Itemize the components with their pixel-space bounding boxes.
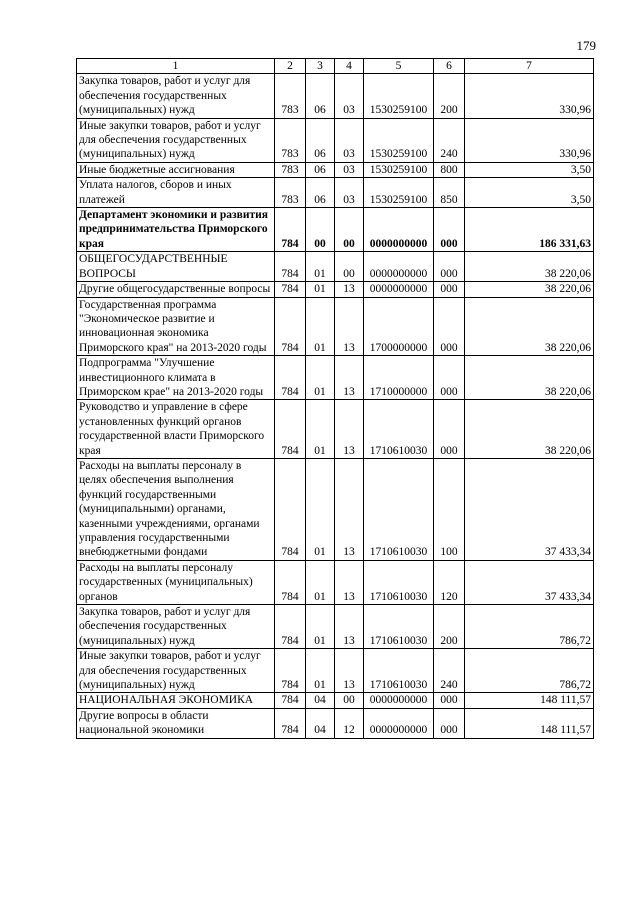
row-code-subsection: 13 (335, 605, 364, 649)
table-row (77, 649, 594, 693)
row-code-section: 01 (306, 605, 335, 649)
row-code-ministry: 784 (275, 252, 306, 282)
row-code-ministry: 784 (275, 708, 306, 738)
row-code-type: 850 (434, 178, 465, 208)
row-code-target: 1710610030 (364, 400, 434, 459)
row-code-subsection: 13 (335, 649, 364, 693)
row-code-ministry: 784 (275, 458, 306, 560)
row-code-subsection: 13 (335, 282, 364, 297)
row-name: Закупка товаров, работ и услуг для обеспечения государственных (муниципальных) нужд (77, 605, 275, 649)
row-name: НАЦИОНАЛЬНАЯ ЭКОНОМИКА (77, 693, 275, 708)
column-header: 7 (465, 59, 594, 74)
row-code-type: 240 (434, 649, 465, 693)
row-code-target: 0000000000 (364, 693, 434, 708)
row-code-section: 01 (306, 356, 335, 400)
row-name: ОБЩЕГОСУДАРСТВЕННЫЕ ВОПРОСЫ (77, 252, 275, 282)
column-header: 3 (306, 59, 335, 74)
row-name: Руководство и управление в сфере установленных функций органов государственной власти Приморского края (77, 400, 275, 459)
row-code-ministry: 783 (275, 178, 306, 208)
row-code-target: 0000000000 (364, 282, 434, 297)
row-code-subsection: 13 (335, 297, 364, 356)
header-row (77, 59, 594, 74)
row-code-subsection: 03 (335, 74, 364, 118)
table-row (77, 118, 594, 162)
row-amount: 148 111,57 (465, 708, 594, 738)
table-body (77, 74, 594, 738)
row-amount: 148 111,57 (465, 693, 594, 708)
column-header: 2 (275, 59, 306, 74)
table-row (77, 605, 594, 649)
row-amount: 186 331,63 (465, 208, 594, 252)
row-code-type: 240 (434, 118, 465, 162)
row-code-target: 1710000000 (364, 356, 434, 400)
row-code-ministry: 784 (275, 282, 306, 297)
row-code-target: 1700000000 (364, 297, 434, 356)
table-row (77, 74, 594, 118)
row-name: Иные бюджетные ассигнования (77, 162, 275, 177)
table-row (77, 252, 594, 282)
row-code-ministry: 784 (275, 560, 306, 604)
row-code-subsection: 12 (335, 708, 364, 738)
row-code-ministry: 784 (275, 649, 306, 693)
row-name: Иные закупки товаров, работ и услуг для обеспечения государственных (муниципальных) нужд (77, 118, 275, 162)
row-amount: 37 433,34 (465, 560, 594, 604)
row-code-ministry: 784 (275, 400, 306, 459)
row-code-subsection: 13 (335, 356, 364, 400)
row-code-section: 01 (306, 458, 335, 560)
row-code-target: 1710610030 (364, 458, 434, 560)
row-code-type: 200 (434, 605, 465, 649)
column-header: 5 (364, 59, 434, 74)
row-code-type: 000 (434, 356, 465, 400)
row-code-type: 000 (434, 282, 465, 297)
table-row (77, 356, 594, 400)
row-code-subsection: 03 (335, 118, 364, 162)
table-row (77, 693, 594, 708)
column-header: 4 (335, 59, 364, 74)
row-code-section: 01 (306, 400, 335, 459)
row-code-section: 06 (306, 74, 335, 118)
row-code-target: 1530259100 (364, 178, 434, 208)
column-header: 1 (77, 59, 275, 74)
row-code-subsection: 13 (335, 458, 364, 560)
row-code-type: 200 (434, 74, 465, 118)
row-code-subsection: 00 (335, 252, 364, 282)
row-code-type: 000 (434, 693, 465, 708)
row-amount: 786,72 (465, 649, 594, 693)
row-code-target: 1530259100 (364, 74, 434, 118)
table-row (77, 560, 594, 604)
row-code-subsection: 13 (335, 400, 364, 459)
row-code-type: 120 (434, 560, 465, 604)
table-row (77, 458, 594, 560)
row-name: Другие вопросы в области национальной экономики (77, 708, 275, 738)
row-code-section: 04 (306, 693, 335, 708)
row-code-section: 01 (306, 649, 335, 693)
row-code-target: 1530259100 (364, 118, 434, 162)
row-name: Другие общегосударственные вопросы (77, 282, 275, 297)
row-amount: 786,72 (465, 605, 594, 649)
row-code-target: 1710610030 (364, 605, 434, 649)
column-header: 6 (434, 59, 465, 74)
row-code-section: 01 (306, 252, 335, 282)
page-number: 179 (576, 38, 596, 53)
row-code-type: 000 (434, 400, 465, 459)
row-code-type: 000 (434, 708, 465, 738)
row-name: Расходы на выплаты персоналу в целях обеспечения выполнения функций государственными (муниципальными) органами, казенными учреждениями, органами управления государственными внебюджетными фондами (77, 458, 275, 560)
row-name: Департамент экономики и развития предпринимательства Приморского края (77, 208, 275, 252)
row-name: Иные закупки товаров, работ и услуг для обеспечения государственных (муниципальных) нужд (77, 649, 275, 693)
row-code-section: 06 (306, 162, 335, 177)
row-amount: 330,96 (465, 74, 594, 118)
row-code-type: 000 (434, 252, 465, 282)
row-code-type: 100 (434, 458, 465, 560)
row-name: Закупка товаров, работ и услуг для обеспечения государственных (муниципальных) нужд (77, 74, 275, 118)
row-code-target: 0000000000 (364, 252, 434, 282)
table-row (77, 208, 594, 252)
row-amount: 38 220,06 (465, 252, 594, 282)
row-code-target: 0000000000 (364, 708, 434, 738)
row-code-section: 01 (306, 560, 335, 604)
row-code-ministry: 783 (275, 74, 306, 118)
row-code-type: 000 (434, 297, 465, 356)
row-code-target: 1710610030 (364, 649, 434, 693)
row-code-section: 01 (306, 297, 335, 356)
row-name: Уплата налогов, сборов и иных платежей (77, 178, 275, 208)
row-code-ministry: 784 (275, 356, 306, 400)
row-code-ministry: 784 (275, 605, 306, 649)
row-name: Подпрограмма "Улучшение инвестиционного климата в Приморском крае" на 2013-2020 годы (77, 356, 275, 400)
row-code-section: 04 (306, 708, 335, 738)
table-row (77, 708, 594, 738)
row-name: Государственная программа "Экономическое развитие и инновационная экономика Приморского края" на 2013-2020 годы (77, 297, 275, 356)
row-code-subsection: 13 (335, 560, 364, 604)
row-code-ministry: 784 (275, 208, 306, 252)
row-code-type: 800 (434, 162, 465, 177)
row-code-section: 00 (306, 208, 335, 252)
row-code-ministry: 784 (275, 693, 306, 708)
row-amount: 330,96 (465, 118, 594, 162)
row-amount: 3,50 (465, 178, 594, 208)
table-row (77, 178, 594, 208)
table-row (77, 400, 594, 459)
row-amount: 38 220,06 (465, 297, 594, 356)
row-code-target: 1530259100 (364, 162, 434, 177)
row-code-section: 01 (306, 282, 335, 297)
row-code-subsection: 03 (335, 162, 364, 177)
table-row (77, 297, 594, 356)
row-code-ministry: 783 (275, 118, 306, 162)
row-code-target: 0000000000 (364, 208, 434, 252)
row-name: Расходы на выплаты персоналу государственных (муниципальных) органов (77, 560, 275, 604)
row-amount: 37 433,34 (465, 458, 594, 560)
row-code-section: 06 (306, 118, 335, 162)
row-code-ministry: 783 (275, 162, 306, 177)
budget-table (76, 58, 594, 739)
row-code-subsection: 00 (335, 208, 364, 252)
row-code-type: 000 (434, 208, 465, 252)
row-amount: 38 220,06 (465, 400, 594, 459)
row-amount: 3,50 (465, 162, 594, 177)
row-amount: 38 220,06 (465, 282, 594, 297)
row-code-ministry: 784 (275, 297, 306, 356)
row-code-subsection: 00 (335, 693, 364, 708)
row-code-section: 06 (306, 178, 335, 208)
row-code-target: 1710610030 (364, 560, 434, 604)
row-code-subsection: 03 (335, 178, 364, 208)
table-row (77, 282, 594, 297)
table-row (77, 162, 594, 177)
row-amount: 38 220,06 (465, 356, 594, 400)
